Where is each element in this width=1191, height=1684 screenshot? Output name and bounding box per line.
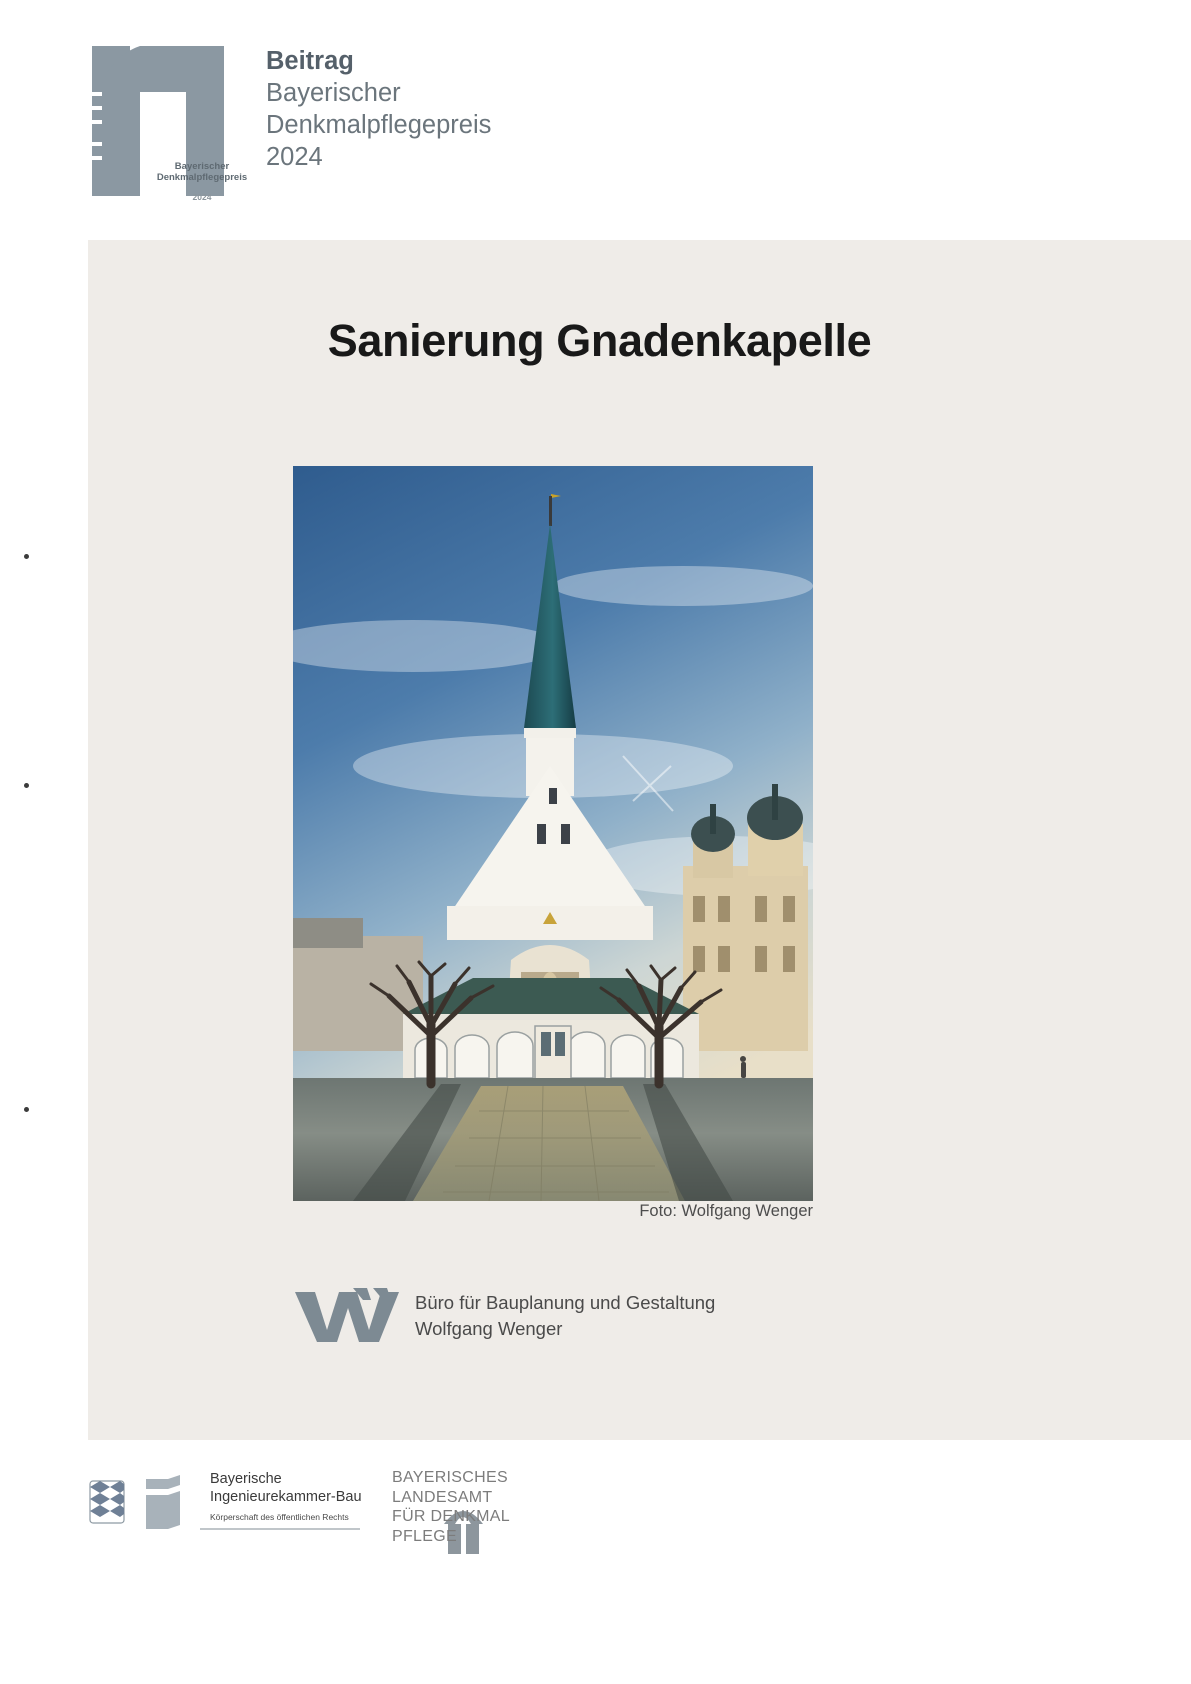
logo-caption: [152, 161, 252, 183]
margin-dot: [24, 554, 29, 559]
photo-illustration: [293, 466, 813, 1201]
office-logo-row: [293, 1282, 993, 1352]
ingenieurekammer-line1: Bayerische: [210, 1471, 282, 1487]
header-title-line2: Bayerischer: [266, 79, 401, 107]
photo-credit: Foto: Wolfgang Wenger: [639, 1202, 813, 1220]
w-monogram-icon: [293, 1286, 401, 1344]
logo-caption-line1: Bayerischer: [174, 161, 230, 172]
office-name-line1: Büro für Bauplanung und Gestaltung: [415, 1292, 716, 1313]
ingenieurekammer-name: [210, 1470, 362, 1506]
ingenieurekammer-subtitle: Körperschaft des öffentlichen Rechts: [210, 1512, 349, 1522]
landesamt-name: [392, 1468, 510, 1546]
margin-dot: [24, 1107, 29, 1112]
header-title-line3: Denkmalpflegepreis: [266, 111, 492, 139]
landesamt-line4: PFLEGE: [392, 1527, 457, 1545]
landesamt-line1: BAYERISCHES: [392, 1469, 508, 1486]
header-title-block: [266, 45, 491, 173]
landesamt-line3: FÜR DENKMAL: [392, 1508, 510, 1525]
ingenieurekammer-line2: Ingenieurekammer-Bau: [210, 1489, 362, 1505]
office-name: [415, 1290, 715, 1342]
content-panel: [88, 240, 1191, 1440]
gnadenkapelle-photo: [293, 466, 813, 1201]
page-title: Sanierung Gnadenkapelle: [327, 315, 872, 366]
header-title-line4: 2024: [266, 143, 323, 171]
header-title-beitrag: Beitrag: [266, 47, 354, 75]
landesamt-line2: LANDESAMT: [392, 1488, 493, 1506]
page-header: [0, 0, 1191, 240]
page-footer: [0, 1440, 1191, 1684]
logo-caption-line2: Denkmalpflegepreis: [156, 172, 248, 183]
logo-year: 2024: [192, 192, 212, 202]
margin-dot: [24, 783, 29, 788]
office-name-line2: Wolfgang Wenger: [415, 1318, 563, 1339]
